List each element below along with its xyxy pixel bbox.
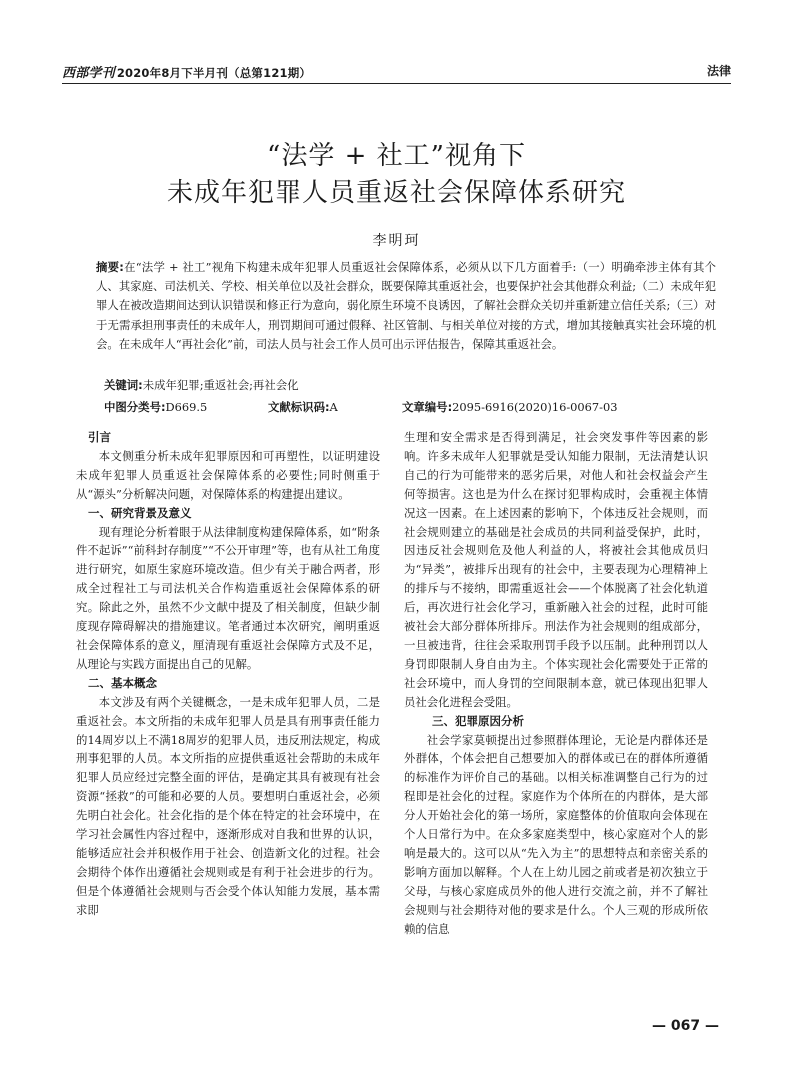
- page-number: — 067 —: [652, 1018, 719, 1034]
- article-title: [62, 138, 731, 212]
- article-number: [402, 398, 618, 416]
- body-column-right: [404, 428, 708, 938]
- abstract-text: 在“法学 + 社工”视角下构建未成年犯罪人员重返社会保障体系，必须从以下几方面着手:（一）明确牵涉主体有其个人、其家庭、司法机关、学校、相关单位以及社会群众，既要保障其重返社会，也要保护社会其他群众利益;（二）未成年犯罪人在被改造期间达到认识错误和修正行为意向，弱化原生环境不良诱因，了解社会群众关切并重新建立信任关系;（三）对于无需承担刑事责任的未成年人，刑罚期间可通过假释、社区管制、与相关单位对接的方式，增加其接触真实社会环境的机会。在未成年人“再社会化”前，司法人员与社会工作人员可出示评估报告，保障其重返社会。: [96, 260, 716, 351]
- paragraph-section-2: 本文涉及有两个关键概念，一是未成年犯罪人员，二是重返社会。本文所指的未成年犯罪人员是具有刑事责任能力的14周岁以上不满18周岁的犯罪人员，违反刑法规定，构成刑事犯罪的人员。本文所指的应提供重返社会帮助的未成年犯罪人员应经过完整全面的评估，是确定其具有被现有社会资源“拯救”的可能和必要的人员。要想明白重返社会，必须先明白社会化。社会化指的是个体在特定的社会环境中，在学习社会属性内容过程中，逐渐形成对自我和世界的认识，能够适应社会并积极作用于社会、创造新文化的过程。社会会期待个体作出遵循社会规则或是有利于社会进步的行为。但是个体遵循社会规则与否会受个体认知能力发展，基本需求即: [76, 694, 380, 917]
- abstract: [96, 258, 716, 354]
- doc-code-label: 文献标识码:: [268, 400, 330, 414]
- paragraph-section-3: 社会学家莫顿提出过参照群体理论，无论是内群体还是外群体，个体会把自己想要加入的群体或已在的群体所遵循的标准作为评价自己的基础。以相关标准调整自己行为的过程即是社会化的过程。家庭作为个体所在的内群体，是大部分人开始社会化的第一场所，家庭整体的价值取向会体现在个人日常行为中。在众多家庭类型中，核心家庭对个人的影响是最大的。这可以从“先入为主”的思想特点和亲密关系的影响方面加以解释。个人在上幼儿园之前或者是初次独立于父母，与核心家庭成员外的他人进行交流之前，并不了解社会规则与社会期待对他的要求是什么。个人三观的形成所依赖的信息: [404, 732, 708, 936]
- abstract-label: 摘要:: [96, 260, 124, 274]
- author-name: 李明珂: [372, 233, 421, 249]
- heading-section-3: 三、犯罪原因分析: [432, 713, 524, 728]
- header-rule: [62, 83, 731, 84]
- body-column-left: [76, 428, 380, 920]
- clc-label: 中图分类号:: [104, 400, 166, 414]
- running-header: [62, 60, 731, 82]
- title-line-1: “法学 + 社工”视角下: [267, 141, 526, 171]
- title-line-2: 未成年犯罪人员重返社会保障体系研究: [166, 178, 626, 208]
- article-number-label: 文章编号:: [402, 400, 453, 414]
- document-code: [268, 398, 338, 416]
- keywords: [104, 376, 716, 394]
- keywords-label: 关键词:: [104, 378, 143, 392]
- classification-line: [104, 398, 716, 416]
- paragraph-section-2-continued: 生理和安全需求是否得到满足，社会突发事件等因素的影响。许多未成年人犯罪就是受认知能力限制，无法清楚认识自己的行为可能带来的恶劣后果，对他人和社会权益会产生何等损害。这也是为什么在探讨犯罪构成时，会重视主体情况这一因素。在上述因素的影响下，个体违反社会规则，而社会规则建立的基础是社会成员的共同利益受保护，此时，因违反社会规则危及他人利益的人，将被社会其他成员归为“异类”，被排斥出现有的社会中，主要表现为心理精神上的排斥与不接纳，即需重返社会——个体脱离了社会化轨道后，再次进行社会化学习，重新融入社会的过程，此时可能被社会大部分群体所排斥。刑法作为社会规则的组成部分，一旦被违背，往往会采取刑罚手段予以压制。此种刑罚以人身罚即限制人身自由为主。个体实现社会化需要处于正常的社会环境中，而人身罚的空间限制本意，就已体现出犯罪人员社会化进程会受阻。: [404, 430, 708, 709]
- paragraph-introduction: 本文侧重分析未成年犯罪原因和可再塑性，以证明建设未成年犯罪人员重返社会保障体系的必要性;同时侧重于从“源头”分析解决问题，对保障体系的构建提出建议。: [76, 448, 380, 501]
- doc-code-value: A: [329, 400, 338, 414]
- journal-name: 西部学刊: [62, 66, 115, 81]
- article-number-value: 2095-6916(2020)16-0067-03: [452, 400, 618, 414]
- paragraph-section-1: 现有理论分析着眼于从法律制度构建保障体系，如“附条件不起诉”“前科封存制度”“不公开审理”等，也有从社工角度进行研究，如原生家庭环境改造。但少有关于融合两者，形成全过程社工与司法机关合作构造重返社会保障体系的研究。除此之外，虽然不少文献中提及了相关制度，但缺少制度现存障碍解决的措施建议。笔者通过本次研究，阐明重返社会保障体系的意义，厘清现有重返社会保障方式及不足，从理论与实践方面提出自己的见解。: [76, 524, 380, 671]
- clc-value: D669.5: [165, 400, 208, 414]
- header-journal-info: [62, 62, 311, 81]
- heading-section-2: 二、基本概念: [88, 675, 157, 690]
- heading-section-1: 一、研究背景及意义: [88, 505, 192, 520]
- keywords-text: 未成年犯罪;重返社会;再社会化: [142, 378, 299, 392]
- section-name: 法律: [706, 64, 731, 78]
- journal-issue: 2020年8月下半月刊（总第121期）: [116, 66, 312, 80]
- heading-introduction: 引言: [88, 430, 111, 444]
- clc-number: [104, 398, 207, 416]
